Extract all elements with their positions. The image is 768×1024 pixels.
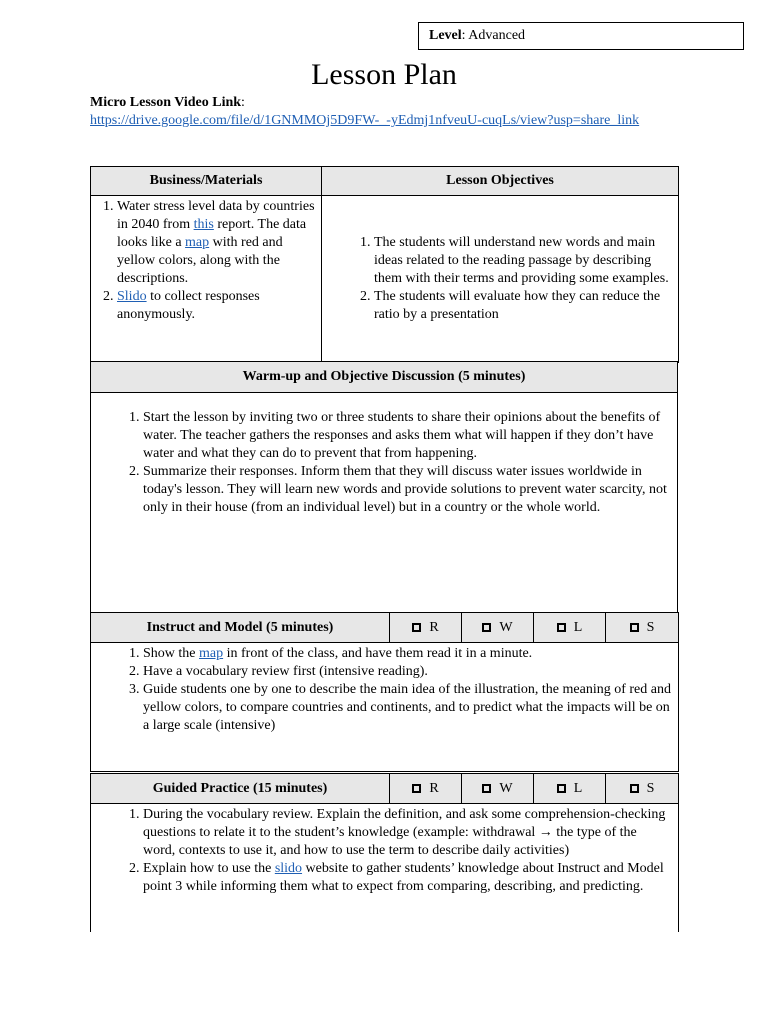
checkbox-icon bbox=[482, 784, 491, 793]
materials-item-2: 2. Slido to collect responses anonymously. bbox=[117, 288, 315, 324]
skill-l-checkbox[interactable]: L bbox=[534, 613, 606, 643]
video-link-label: Micro Lesson Video Link bbox=[90, 95, 242, 110]
instruct-item-1: 1. Show the map in front of the class, and have them read it in a minute. bbox=[143, 645, 672, 663]
instruct-table bbox=[90, 612, 679, 772]
video-link[interactable]: https://drive.google.com/file/d/1GNMMOj5D9FW-_-yEdmj1nfveuU-cuqLs/view?usp=share_link bbox=[90, 113, 640, 128]
instruct-item-3: 3. Guide students one by one to describe the main idea of the illustration, the meaning of red and yellow colors, to compare countries and continents, and to predict what the impacts will be on a large scale (intensive) bbox=[143, 681, 672, 735]
skill-w-checkbox[interactable]: W bbox=[462, 774, 534, 804]
instruct-cell bbox=[91, 643, 679, 772]
materials-objectives-table bbox=[90, 166, 679, 363]
checkbox-icon bbox=[557, 623, 566, 632]
level-box: Level: Advanced bbox=[418, 22, 744, 50]
materials-header: Business/Materials bbox=[91, 167, 322, 196]
map-link[interactable]: map bbox=[185, 235, 210, 250]
objectives-header: Lesson Objectives bbox=[322, 167, 679, 196]
slido-link[interactable]: slido bbox=[274, 861, 303, 876]
checkbox-icon bbox=[412, 623, 421, 632]
map-link[interactable]: map bbox=[199, 646, 224, 661]
level-value: Advanced bbox=[468, 28, 526, 43]
warmup-cell bbox=[91, 393, 678, 626]
instruct-header: Instruct and Model (5 minutes) bbox=[91, 613, 390, 643]
materials-item-1: 1. Water stress level data by countries in 2040 from this report. The data looks like a map with red and yellow colors, along with the descriptions. bbox=[117, 198, 315, 288]
objective-item: 1. The students will understand new words and main ideas related to the reading passage by describing them with their terms and providing some examples. bbox=[374, 234, 670, 288]
skill-w-checkbox[interactable]: W bbox=[462, 613, 534, 643]
skill-r-checkbox[interactable]: R bbox=[390, 613, 462, 643]
objectives-cell bbox=[322, 196, 679, 363]
objective-item: 2. The students will evaluate how they can reduce the ratio by a presentation bbox=[374, 288, 670, 324]
checkbox-icon bbox=[630, 623, 639, 632]
skill-l-checkbox[interactable]: L bbox=[534, 774, 606, 804]
slido-link[interactable]: Slido bbox=[117, 289, 147, 304]
this-report-link[interactable]: this bbox=[193, 217, 214, 232]
skill-s-checkbox[interactable]: S bbox=[606, 613, 679, 643]
materials-cell bbox=[91, 196, 322, 363]
page-title: Lesson Plan bbox=[311, 58, 457, 91]
checkbox-icon bbox=[630, 784, 639, 793]
warmup-item: 2. Summarize their responses. Inform them that they will discuss water issues worldwide in today's lesson. They will learn new words and provide solutions to prevent water scarcity, not only in their house (from an individual level) but in a country or the whole world. bbox=[143, 463, 671, 517]
instruct-item-2: 2. Have a vocabulary review first (intensive reading). bbox=[143, 663, 672, 681]
level-label: Level bbox=[429, 28, 462, 43]
guided-item-1: 1. During the vocabulary review. Explain the definition, and ask some comprehension-checking questions to relate it to the student’s knowledge (example: withdrawal → the type of the word, contexts to use it, and how to use the term to describe daily activities) bbox=[143, 806, 672, 860]
video-link-section: Micro Lesson Video Link: https://drive.google.com/file/d/1GNMMOj5D9FW-_-yEdmj1nfveuU-cuqLs/view?usp=share_link bbox=[90, 95, 640, 128]
guided-table bbox=[90, 773, 679, 932]
guided-cell bbox=[91, 804, 679, 933]
guided-header: Guided Practice (15 minutes) bbox=[91, 774, 390, 804]
guided-item-2: 2. Explain how to use the slido website to gather students’ knowledge about Instruct and Model point 3 while informing them what to expect from comparing, describing, and predicting. bbox=[143, 860, 672, 896]
warmup-table bbox=[90, 361, 678, 626]
skill-r-checkbox[interactable]: R bbox=[390, 774, 462, 804]
skill-s-checkbox[interactable]: S bbox=[606, 774, 679, 804]
warmup-item: 1. Start the lesson by inviting two or three students to share their opinions about the benefits of water. The teacher gathers the responses and asks them what will happen if they don’t have water and what they can do to prevent that from happening. bbox=[143, 409, 671, 463]
checkbox-icon bbox=[557, 784, 566, 793]
warmup-header: Warm-up and Objective Discussion (5 minutes) bbox=[91, 362, 678, 393]
checkbox-icon bbox=[412, 784, 421, 793]
checkbox-icon bbox=[482, 623, 491, 632]
